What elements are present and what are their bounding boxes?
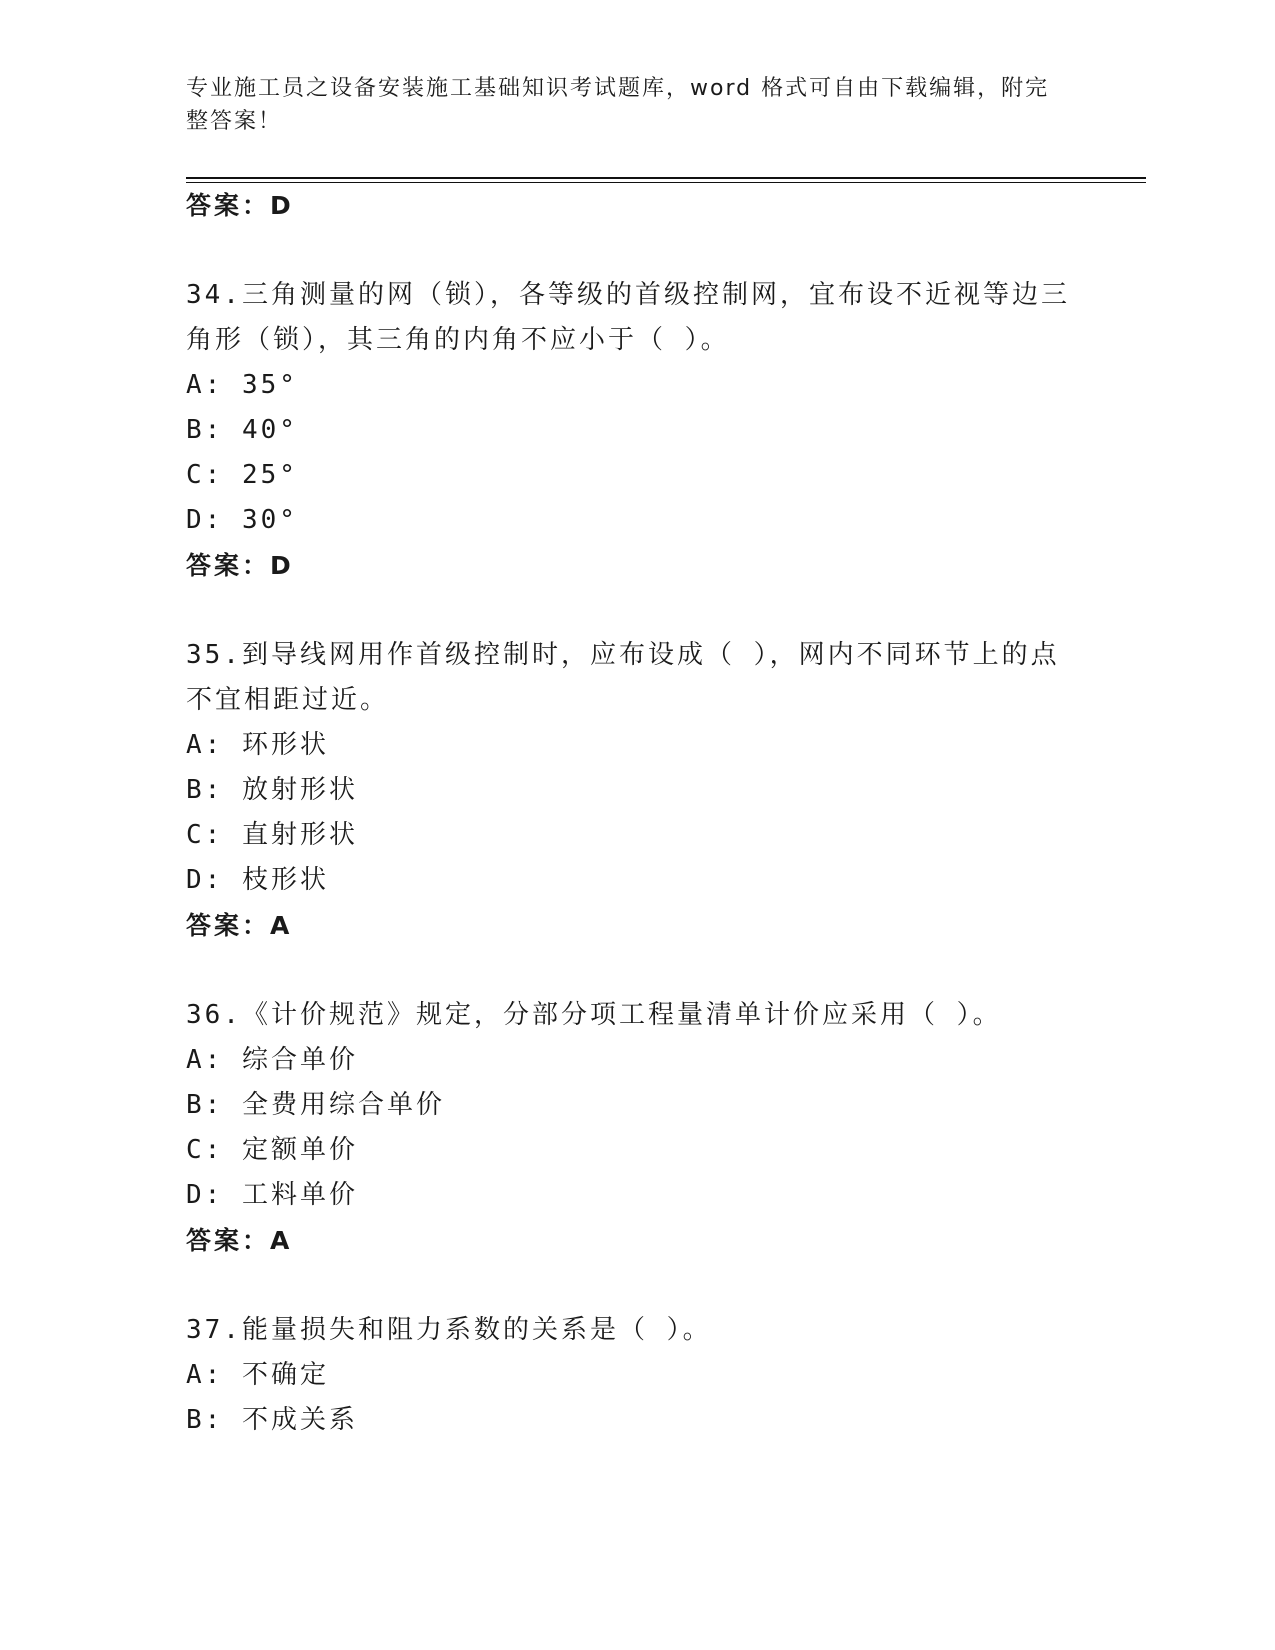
- answer-34: 答案：D: [186, 551, 294, 580]
- answer-33: 答案：D: [186, 191, 294, 220]
- question-34-text: 34.三角测量的网（锁），各等级的首级控制网，宜布设不近视等边三角形（锁），其三角的内角不应小于（ ）。: [186, 280, 1070, 355]
- question-35-option-d: D: 枝形状: [186, 865, 329, 895]
- header-divider-thick: [186, 177, 1146, 179]
- question-34-option-d: D: 30°: [186, 505, 298, 535]
- question-36-option-a: A: 综合单价: [186, 1045, 358, 1075]
- question-36-option-d: D: 工料单价: [186, 1180, 358, 1210]
- question-34-option-c: C: 25°: [186, 460, 298, 490]
- document-header: 专业施工员之设备安装施工基础知识考试题库，word 格式可自由下载编辑，附完整答案！: [186, 76, 1050, 134]
- question-37-option-a: A: 不确定: [186, 1360, 329, 1390]
- question-34-option-b: B: 40°: [186, 415, 298, 445]
- question-36-option-c: C: 定额单价: [186, 1135, 358, 1165]
- question-36-option-b: B: 全费用综合单价: [186, 1090, 445, 1120]
- answer-35: 答案：A: [186, 911, 293, 940]
- question-35-text: 35.到导线网用作首级控制时，应布设成（ ），网内不同环节上的点不宜相距过近。: [186, 640, 1060, 715]
- question-35-option-b: B: 放射形状: [186, 775, 358, 805]
- question-35-option-c: C: 直射形状: [186, 820, 358, 850]
- question-36-text: 36.《计价规范》规定，分部分项工程量清单计价应采用（ ）。: [186, 1000, 1002, 1030]
- question-37-option-b: B: 不成关系: [186, 1405, 358, 1435]
- question-37-text: 37.能量损失和阻力系数的关系是（ ）。: [186, 1315, 712, 1345]
- answer-36: 答案：A: [186, 1226, 293, 1255]
- question-34-option-a: A: 35°: [186, 370, 298, 400]
- question-35-option-a: A: 环形状: [186, 730, 329, 760]
